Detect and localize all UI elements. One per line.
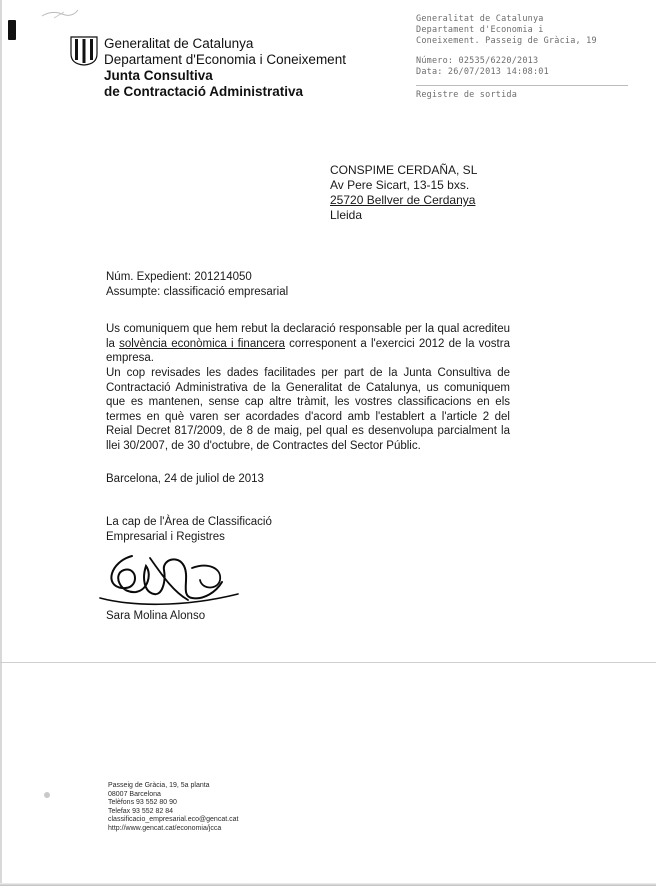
p1-text-end: corresponent a l'exercici 2012 de la vostra empresa. bbox=[106, 337, 510, 364]
scan-binding-mark bbox=[8, 20, 16, 40]
recipient-province: Lleida bbox=[330, 208, 363, 222]
unit-name-line1: Junta Consultiva bbox=[104, 68, 213, 83]
catalan-senyera-emblem-icon bbox=[70, 36, 98, 66]
letter-date: Barcelona, 24 de juliol de 2013 bbox=[106, 473, 264, 485]
unit-name-line2: de Contractació Administrativa bbox=[104, 84, 304, 99]
signatory-name: Sara Molina Alonso bbox=[106, 610, 206, 622]
letterhead bbox=[104, 36, 346, 100]
registry-stamp bbox=[416, 14, 634, 101]
recipient-address bbox=[330, 163, 477, 223]
subject-line: Assumpte: classificació empresarial bbox=[106, 285, 289, 298]
recipient-city: 25720 Bellver de Cerdanya bbox=[330, 193, 476, 207]
handwritten-signature-icon bbox=[92, 548, 242, 610]
p1-text-start: Us comuniquem que hem rebut la declaració responsable per la qual acrediteu la bbox=[106, 323, 510, 350]
pencil-mark bbox=[40, 6, 80, 20]
scan-edge bbox=[0, 0, 2, 886]
stamp-footer: Registre de sortida bbox=[416, 90, 518, 100]
footer-fax: Telefax 93 552 82 84 bbox=[108, 807, 173, 815]
footer-address bbox=[108, 782, 238, 833]
department-name: Departament d'Economia i Coneixement bbox=[104, 52, 346, 67]
subject-block bbox=[106, 270, 288, 299]
recipient-name: CONSPIME CERDAÑA, SL bbox=[330, 163, 478, 177]
body-paragraph-2: Un cop revisades les dades facilitades per part de la Junta Consultiva de Contractació Administrativa de la Generalitat de Catalunya, us comuniquem que es mantenen, sense cap altre tràmit, les vostres classificacions en els termes en què varen ser acordades d'acord amb l'establert a l'article 2 del Reial Decret 817/2009, de 8 de maig, pel qual es desenvolupa parcialment la llei 30/2007, de 30 d'octubre, de Contractes del Sector Públic. bbox=[106, 367, 510, 452]
body-paragraph-1 bbox=[106, 322, 510, 366]
stamp-divider bbox=[416, 85, 628, 86]
footer-postcode: 08007 Barcelona bbox=[108, 790, 161, 798]
stamp-date: Data: 26/07/2013 14:08:01 bbox=[416, 67, 549, 77]
footer-web: http://www.gencat.cat/economia/jcca bbox=[108, 824, 222, 832]
stamp-number: Número: 02535/6220/2013 bbox=[416, 56, 539, 66]
fold-line bbox=[0, 662, 656, 663]
p1-underlined-phrase: solvència econòmica i financera bbox=[119, 337, 285, 350]
org-name: Generalitat de Catalunya bbox=[104, 36, 254, 51]
signatory-title-line2: Empresarial i Registres bbox=[106, 530, 225, 543]
signatory-title-line1: La cap de l'Àrea de Classificació bbox=[106, 516, 272, 528]
expedient-number: Núm. Expedient: 201214050 bbox=[106, 271, 252, 283]
stamp-line2: Departament d'Economia i bbox=[416, 25, 544, 35]
stamp-line3: Coneixement. Passeig de Gràcia, 19 bbox=[416, 36, 597, 46]
footer-street: Passeig de Gràcia, 19, 5a planta bbox=[108, 782, 210, 789]
recipient-street: Av Pere Sicart, 13-15 bxs. bbox=[330, 178, 470, 192]
signatory-title bbox=[106, 515, 272, 544]
footer-email: classificacio_empresarial.eco@gencat.cat bbox=[108, 816, 239, 823]
stamp-line1: Generalitat de Catalunya bbox=[416, 14, 544, 24]
footer-phone: Telèfons 93 552 80 90 bbox=[108, 799, 177, 806]
scan-speck bbox=[44, 792, 50, 798]
